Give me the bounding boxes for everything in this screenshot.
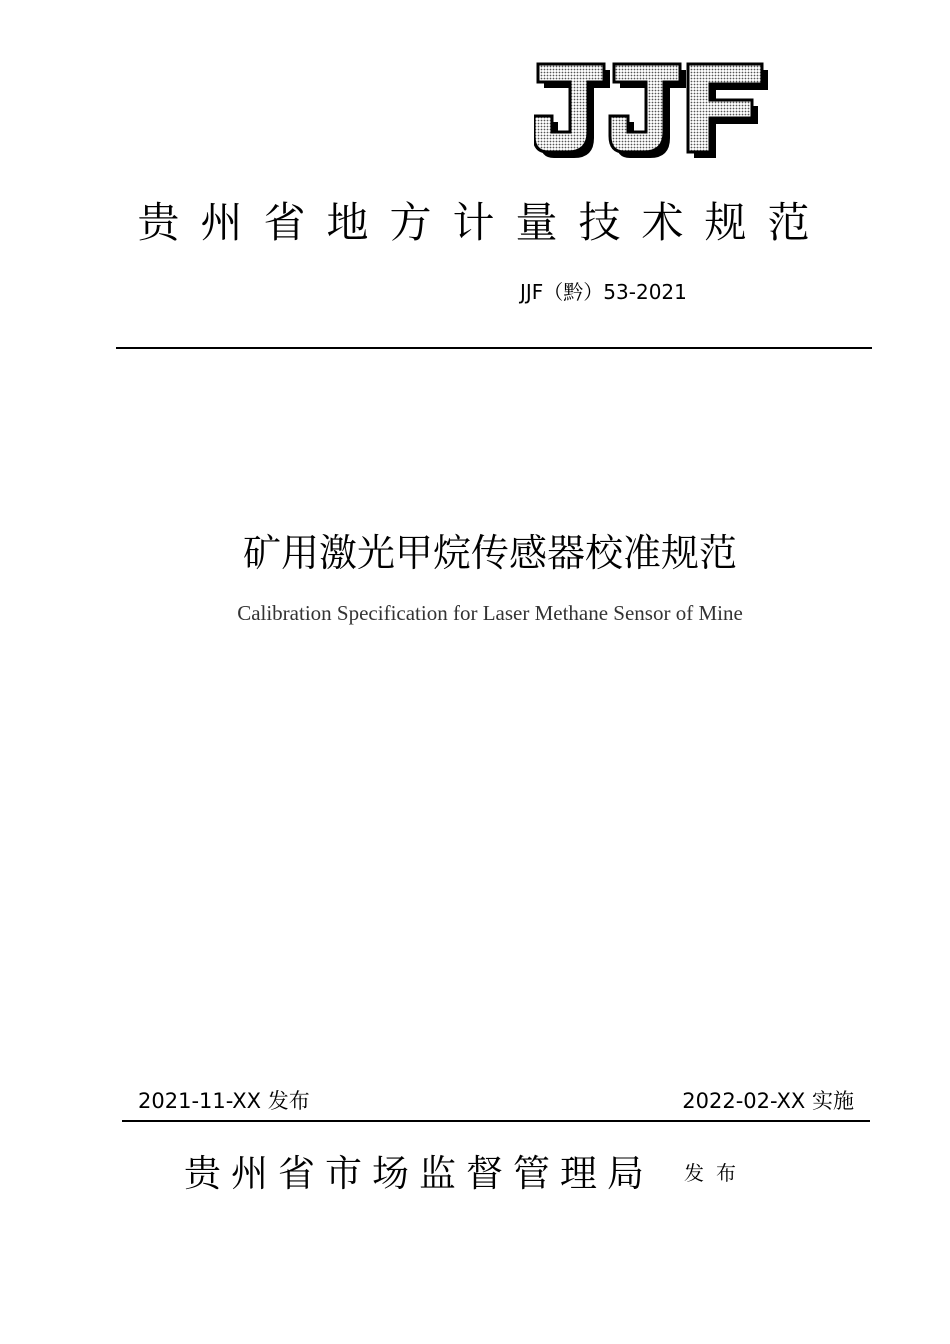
jjf-logo [534,62,770,162]
top-divider [116,347,872,349]
logo-text [0,0,1,1]
series-title: 贵州省地方计量技术规范 [137,198,831,247]
bottom-divider [122,1120,870,1122]
standard-code: JJF（黔）53-2021 [520,280,687,304]
issuing-authority: 贵州省市场监督管理局 [184,1152,654,1195]
effective-date: 2022-02-XX 实施 [682,1089,854,1113]
document-title-chinese: 矿用激光甲烷传感器校准规范 [242,531,737,575]
issue-date: 2021-11-XX 发布 [138,1089,310,1113]
document-title-english: Calibration Specification for Laser Methane Sensor of Mine [237,601,743,625]
issuer-action: 发布 [684,1161,748,1185]
